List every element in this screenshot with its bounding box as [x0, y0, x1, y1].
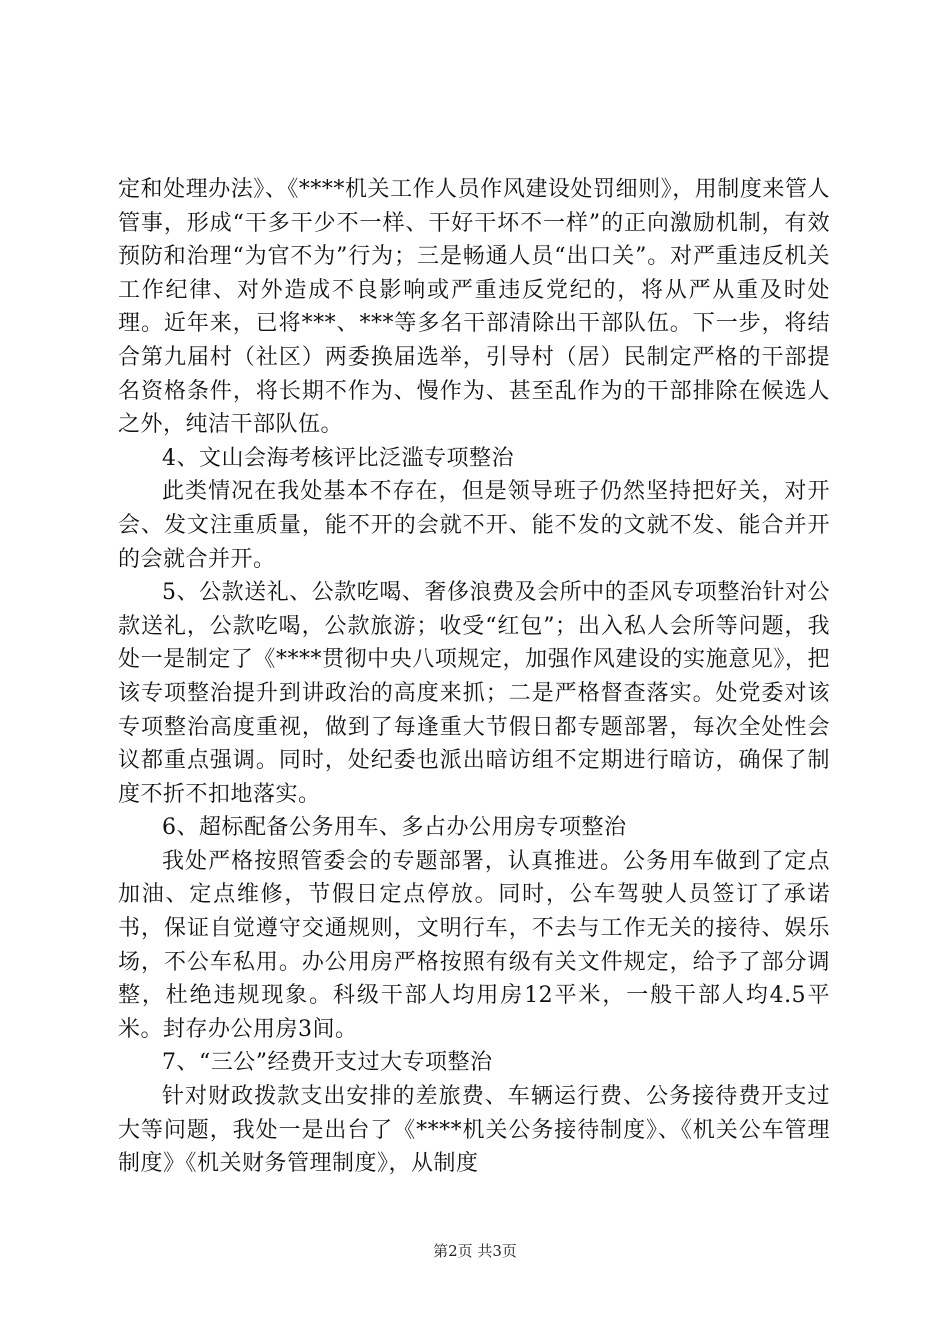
section-heading-7: 7、“三公”经费开支过大专项整治 — [162, 1050, 493, 1076]
section-heading-4: 4、文山会海考核评比泛滥专项整治 — [162, 445, 514, 471]
paragraph-section-4: 此类情况在我处基本不存在，但是领导班子仍然坚持把好关，对开会、发文注重质量，能不开的会就不开、能不发的文就不发、能合并开的会就合并开。 — [118, 479, 830, 572]
page-number-footer: 第2页 共3页 — [433, 1242, 517, 1260]
paragraph-section-6: 我处严格按照管委会的专题部署，认真推进。公务用车做到了定点加油、定点维修，节假日定点停放。同时，公车驾驶人员签订了承诺书，保证自觉遵守交通规则，文明行车，不去与工作无关的接待、娱乐场，不公车私用。办公用房严格按照有级有关文件规定，给予了部分调整，杜绝违规现象。科级干部人均用房12平米，一般干部人均4.5平米。封存办公用房3间。 — [118, 848, 830, 1042]
document-body — [118, 173, 830, 1181]
paragraph-continuation: 定和处理办法》、《****机关工作人员作风建设处罚细则》，用制度来管人管事，形成“干多干少不一样、干好干坏不一样”的正向激励机制，有效预防和治理“为官不为”行为；三是畅通人员“出口关”。对严重违反机关工作纪律、对外造成不良影响或严重违反党纪的，将从严从重及时处理。近年来，已将***、***等多名干部清除出干部队伍。下一步，将结合第九届村（社区）两委换届选举，引导村（居）民制定严格的干部提名资格条件，将长期不作为、慢作为、甚至乱作为的干部排除在候选人之外，纯洁干部队伍。 — [118, 177, 830, 438]
paragraph-section-5: 5、公款送礼、公款吃喝、奢侈浪费及会所中的歪风专项整治针对公款送礼，公款吃喝，公款旅游；收受“红包”；出入私人会所等问题，我处一是制定了《****贯彻中央八项规定，加强作风建设的实施意见》，把该专项整治提升到讲政治的高度来抓；二是严格督查落实。处党委对该专项整治高度重视，做到了每逢重大节假日都专题部署，每次全处性会议都重点强调。同时，处纪委也派出暗访组不定期进行暗访，确保了制度不折不扣地落实。 — [118, 580, 830, 807]
section-heading-6: 6、超标配备公务用车、多占办公用房专项整治 — [162, 815, 627, 841]
paragraph-section-7: 针对财政拨款支出安排的差旅费、车辆运行费、公务接待费开支过大等问题，我处一是出台了《****机关公务接待制度》、《机关公车管理制度》《机关财务管理制度》，从制度 — [118, 1084, 830, 1177]
